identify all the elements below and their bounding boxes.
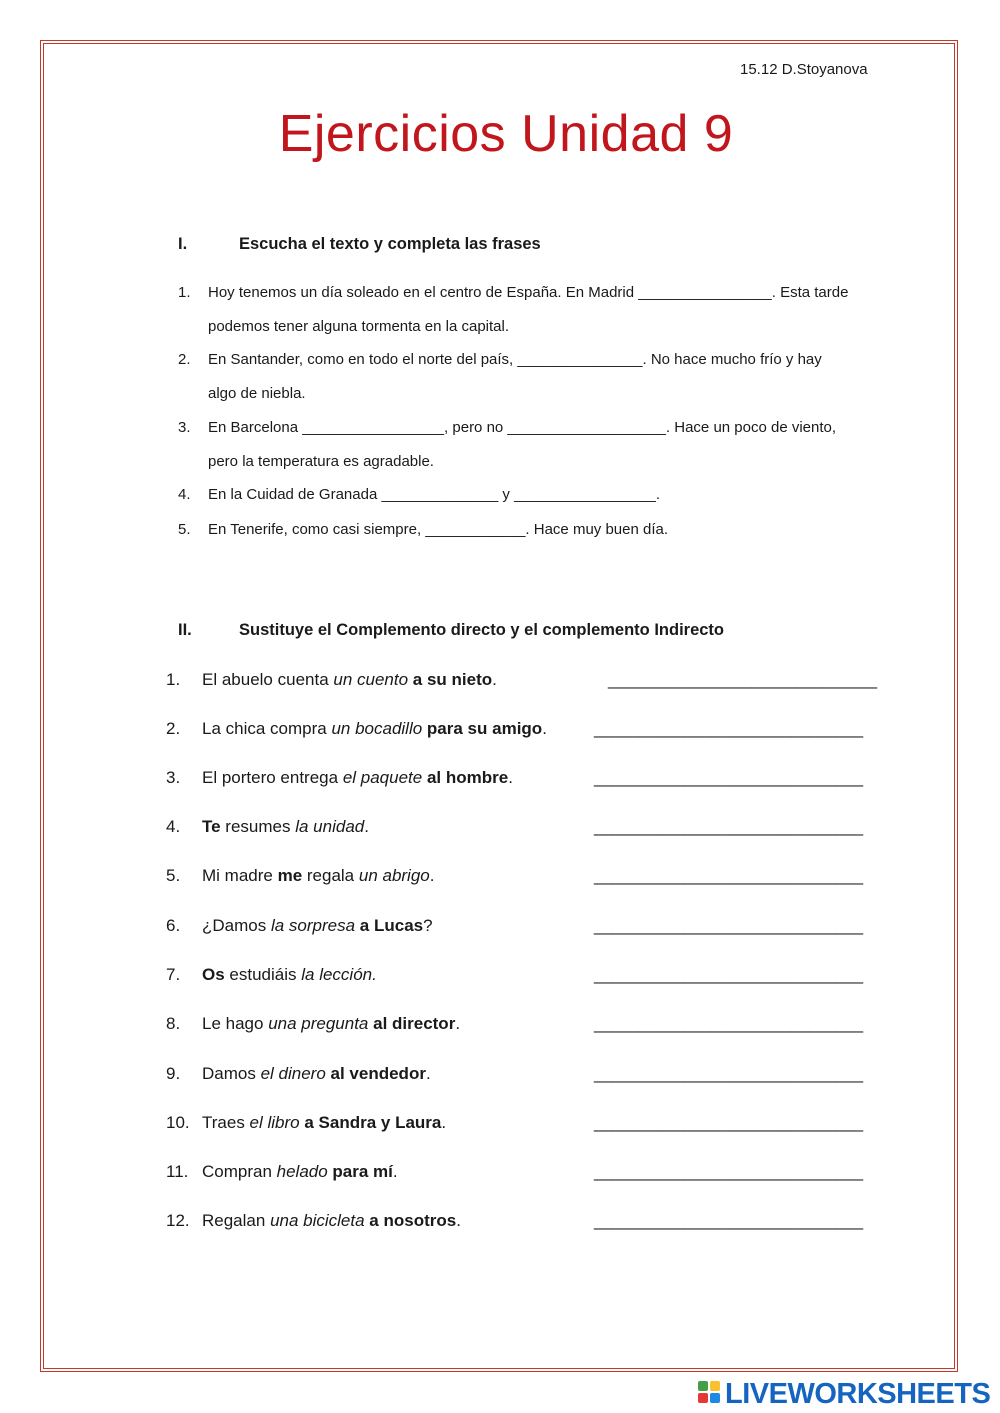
item-number: 5. [178, 521, 191, 538]
item-sentence [202, 817, 369, 837]
logo-wordmark: LIVEWORKSHEETS [725, 1378, 991, 1410]
item-sentence [202, 719, 547, 739]
item-sentence [202, 866, 434, 886]
item-number: 1. [178, 284, 191, 301]
item-number: 4. [178, 486, 191, 503]
sentence-text: estudiáis [224, 965, 302, 984]
item-number: 2. [178, 351, 191, 368]
sentence-text: regala [302, 866, 359, 885]
indirect-object-text: a Lucas [355, 916, 424, 935]
author-note: 15.12 D.Stoyanova [740, 61, 868, 78]
sentence-text: . [392, 1162, 398, 1181]
indirect-object-text: al hombre [422, 768, 509, 787]
item-sentence [202, 916, 433, 936]
direct-object-text: la lección. [301, 965, 377, 984]
sentence-text: La chica compra [202, 719, 332, 738]
direct-object-text: un bocadillo [331, 719, 423, 738]
indirect-object-text: Te [202, 817, 221, 836]
sentence-text: . [492, 670, 497, 689]
answer-blank[interactable]: ______________________________ [594, 1211, 863, 1230]
item-sentence [202, 1162, 398, 1182]
item-text: En Tenerife, como casi siempre, ____________. Hace muy buen día. [208, 521, 669, 538]
section-2-number: II. [178, 621, 192, 639]
indirect-object-text: a nosotros [364, 1211, 457, 1230]
item-number: 3. [178, 419, 191, 436]
sentence-text: Damos [202, 1064, 261, 1083]
section-2-heading [178, 621, 724, 640]
item-sentence [202, 1014, 460, 1034]
direct-object-text: una pregunta [268, 1014, 369, 1033]
item-text-continued: pero la temperatura es agradable. [208, 452, 434, 470]
item-text: Hoy tenemos un día soleado en el centro de España. En Madrid ________________. Esta tarde [208, 284, 849, 301]
item-number: 6. [166, 916, 181, 935]
item-text: En Barcelona _________________, pero no ___________________. Hace un poco de viento, [208, 419, 837, 436]
item-number: 11. [166, 1162, 189, 1181]
sentence-text: Regalan [202, 1211, 271, 1230]
sentence-text: Compran [202, 1162, 277, 1181]
item-number: 12. [166, 1211, 190, 1230]
direct-object-text: el dinero [260, 1064, 326, 1083]
answer-blank[interactable]: ______________________________ [594, 965, 863, 984]
sentence-text: Le hago [202, 1014, 269, 1033]
section-1-title: Escucha el texto y completa las frases [239, 235, 541, 253]
item-number: 5. [166, 866, 181, 885]
item-number: 9. [166, 1064, 181, 1083]
section-1-number: I. [178, 235, 188, 253]
indirect-object-text: me [277, 866, 303, 885]
sentence-text: resumes [220, 817, 296, 836]
answer-blank[interactable]: ______________________________ [594, 719, 863, 738]
page-title: Ejercicios Unidad 9 [278, 105, 734, 163]
direct-object-text: el paquete [342, 768, 423, 787]
sentence-text: El portero entrega [202, 768, 343, 787]
direct-object-text: el libro [249, 1113, 300, 1132]
indirect-object-text: al vendedor [325, 1064, 426, 1083]
answer-blank[interactable]: ______________________________ [594, 1014, 863, 1033]
sentence-text: . [508, 768, 513, 787]
sentence-text: Mi madre [202, 866, 278, 885]
direct-object-text: la sorpresa [270, 916, 356, 935]
direct-object-text: una bicicleta [270, 1211, 365, 1230]
item-number: 4. [166, 817, 181, 836]
item-number: 7. [166, 965, 181, 984]
item-number: 2. [166, 719, 181, 738]
answer-blank[interactable]: ______________________________ [594, 768, 863, 787]
indirect-object-text: Os [202, 965, 225, 984]
section-1-heading [178, 235, 541, 254]
direct-object-text: helado [276, 1162, 328, 1181]
item-text-continued: podemos tener alguna tormenta en la capital. [208, 317, 510, 335]
indirect-object-text: a Sandra y Laura [299, 1113, 442, 1132]
item-sentence [202, 1064, 431, 1084]
answer-blank[interactable]: ______________________________ [594, 866, 863, 885]
item-sentence [202, 965, 377, 985]
item-text: En Santander, como en todo el norte del país, _______________. No hace mucho frío y hay [208, 351, 822, 368]
sentence-text: . [542, 719, 547, 738]
logo-grid-icon [698, 1381, 722, 1405]
sentence-text: Traes [202, 1113, 250, 1132]
sentence-text: ? [423, 916, 433, 935]
answer-blank[interactable]: ______________________________ [594, 1064, 863, 1083]
sentence-text: ¿Damos [202, 916, 271, 935]
answer-blank[interactable]: ______________________________ [594, 1162, 863, 1181]
sentence-text: . [364, 817, 369, 836]
direct-object-text: la unidad [295, 817, 365, 836]
indirect-object-text: para mí [327, 1162, 393, 1181]
item-sentence [202, 1211, 461, 1231]
item-sentence [202, 670, 497, 690]
sentence-text: . [441, 1113, 447, 1132]
item-text: En la Cuidad de Granada ______________ y _________________. [208, 486, 661, 503]
item-number: 3. [166, 768, 181, 787]
indirect-object-text: para su amigo [422, 719, 543, 738]
item-number: 10. [166, 1113, 190, 1132]
direct-object-text: un cuento [333, 670, 409, 689]
answer-blank[interactable]: ______________________________ [594, 1113, 863, 1132]
answer-blank[interactable]: ______________________________ [594, 916, 863, 935]
answer-blank[interactable]: ______________________________ [594, 817, 863, 836]
item-sentence [202, 768, 513, 788]
sentence-text: . [425, 1064, 431, 1083]
answer-blank[interactable]: ______________________________ [608, 670, 877, 689]
item-number: 8. [166, 1014, 181, 1033]
indirect-object-text: a su nieto [408, 670, 493, 689]
indirect-object-text: al director [368, 1014, 456, 1033]
section-2-title: Sustituye el Complemento directo y el complemento Indirecto [239, 621, 725, 639]
liveworksheets-logo [698, 1378, 990, 1410]
sentence-text: . [429, 866, 435, 885]
sentence-text: El abuelo cuenta [202, 670, 334, 689]
sentence-text: . [455, 1014, 461, 1033]
item-sentence [202, 1113, 446, 1133]
item-number: 1. [166, 670, 181, 689]
direct-object-text: un abrigo [358, 866, 430, 885]
item-text-continued: algo de niebla. [208, 384, 306, 402]
sentence-text: . [456, 1211, 461, 1230]
